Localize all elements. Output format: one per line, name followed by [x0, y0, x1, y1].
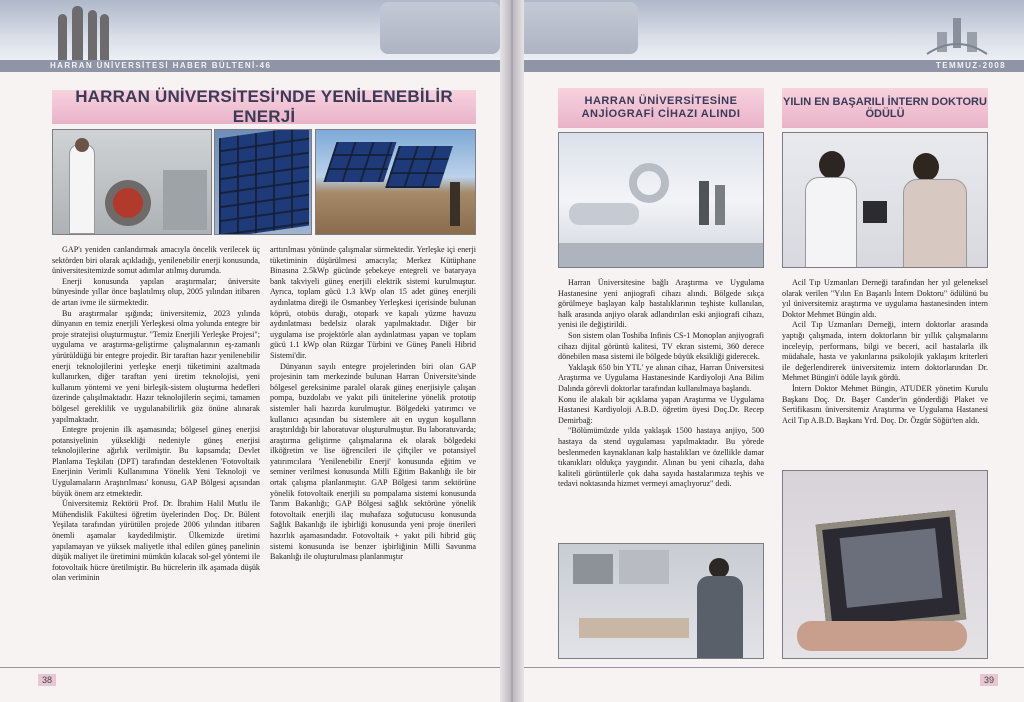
page-number-right: 39: [980, 674, 998, 686]
paragraph: arttırılması yönünde çalışmalar sürmektedir. Yerleşke içi enerji tüketiminin düşürülmesi amacıyla; Merkez Kütüphane Binasına 2.5kWp gücünde şebekeye entegreli ve bataryaya bank takviyeli güneş enerjili elektrik sistemi kurulmuştur. Ayrıca, toplam gücü 1.3 kWp olan 15 adet güneş enerjili aydınlatma direği ile Osmanbey Yerleşkesi içerisinde bulunan köprü, otobüs durağı, otopark ve kapalı yüzme havuzu aydınlatması bedelsiz olarak yapılmaktadır. Diğer bir uygulama ise projektörle alan aydınlatması yapan ve toplam gücü 1.1 kWp olan Rüzgar Türbini ve Güneş Paneli Hibrid Sistemi'dir.: [270, 245, 476, 360]
statue-icon: [100, 14, 109, 66]
angio-article-title: HARRAN ÜNİVERSİTESİNE ANJİOGRAFİ CİHAZI ALINDI: [558, 88, 764, 128]
paragraph: Acil Tıp Uzmanları Derneği, intern doktorlar arasında yaptığı çalışmada, intern doktorların bir yıllık çalışmalarını inceleyip, performans, bilgi ve beceri, acil hastalarla ilk müdahale, hasta ve yakınlarına psikolojik yaklaşım kriterleri ile değerlendirerek üniversitemiz intern doktorlarından Dr. Mehmet Büngin'i ödüle layık gördü.: [782, 320, 988, 383]
photo-award-plaque: [782, 470, 988, 659]
intern-article-title: YILIN EN BAŞARILI İNTERN DOKTORU ÖDÜLÜ: [782, 88, 988, 128]
footer-rule: [524, 667, 1024, 668]
paragraph: İntern Doktor Mehmet Büngin, ATUDER yönetim Kurulu Başkanı Doç. Dr. Başer Cander'in gönderdiği Plaket ve Sertifikasını üniversitemiz Araştırma ve Uygulama Hastanesi Acil Tıp A.B.D. Başkanı Yrd. Doç. Dr. Özgür Söğüt'ten aldı.: [782, 383, 988, 425]
paragraph: Dünyanın sayılı entegre projelerinden biri olan GAP projesinin tam merkezinde bulunan Harran Üniversite'sinde bölgesel gereksinime paralel olarak güneş enerjisiyle çalışan pompa, buzdolabı ve yakıt pili ünitelerine yönelik prototip sistemler hali hazırda kurulmuştur. Bölgedeki yatırımcı ve kullanıcı açısından bu sistemlere ait en uygun koşulların araştırıldığı bir laboratuvar oluşturulmuştur. Bu laboratuvarda; araştırma geliştirme çalışmalarına ek olarak bölgedeki ilköğretim ve lise öğrencileri ile çiftçiler ve potansiyel yatırımcılara 'Yenilenebilir Enerji' konusunda eğitim ve seminer verilmesi konusunda Milli Eğitim Bakanlığı ile bir ortak çalışma planlanmıştır. GAP Bölgesi tarım sektörüne yönelik fotovoltaik enerjili su pompalama sistemi konusunda Tarım Bakanlığı; GAP Bölgesi sağlık sektörüne yönelik fotovoltaik enerjili ilaç muhafaza soğutucusu konusunda Sağlık Bakanlığı ile işbirliği konusunda yeni proje önerileri hazırlık aşamasındadır. Fotovoltaik + yakıt pili hibrid güç sistemi konusunda ise benzer işbirliğinin Milli Savunma Bakanlığı ile oluşturulması planlanmıştır: [270, 361, 476, 562]
photo-award-ceremony: [782, 132, 988, 268]
statue-icon: [88, 10, 97, 62]
energy-text-column-2: [270, 245, 476, 563]
banner-machine-image: [380, 2, 500, 54]
paragraph: Acil Tıp Uzmanları Derneği tarafından her yıl geleneksel olarak verilen "Yılın En Başarılı İntern Doktoru" ödülünü bu yıl üniversitemiz araştırma ve uygulama hastanesinden intern Doktor Mehmet Büngin aldı.: [782, 278, 988, 319]
intern-text: [782, 278, 988, 426]
angio-text: [558, 278, 764, 490]
photo-catheter-procedure: [558, 543, 764, 659]
paragraph: Bu araştırmalar ışığında; üniversitemiz, 2023 yılında dünyanın en temiz enerjili Yerleşkesi olma yolunda entegre bir proje stratejisi oluşturmuştur. "Temiz Enerjili Yerleşke Projesi"; uygulama ve araştırma-geliştirme çalışmalarının eş-zamanlı yürütüldüğü bir entegre projedir. Bir taraftan hazır yenilenebilir enerji teknolojilerini yerleşke enerji tüketimini azaltmada kullanırken, diğer taraftan yeni üretim teknolojisi, yeni kullanım yöntemi ve yeni birleşik-sistem oluşturma hedefleri üzerinde çalışılmaktadır. Hazır teknolojilerin seçimi, tamamen bölgesel gereklilik ve uygulanabilirlik göz önüne alınarak yapılmaktadır.: [52, 308, 260, 424]
energy-text-column-1: [52, 245, 260, 584]
issue-date: TEMMUZ-2008: [935, 61, 1006, 70]
statue-icon: [72, 6, 83, 62]
spine-gutter: [500, 0, 524, 702]
photo-solar-panels-field: [315, 129, 476, 235]
page-number-left: 38: [38, 674, 56, 686]
photo-solar-panel-closeup: [214, 129, 312, 235]
energy-article-title: HARRAN ÜNİVERSİTESİ'NDE YENİLENEBİLİR ENERJİ: [52, 90, 476, 124]
paragraph: Enerji konusunda yapılan araştırmalar; üniversite bünyesinde yıllar önce başlatılmış olup, 2005 yılından itibaren de artan ivme ile sürmektedir.: [52, 276, 260, 307]
banner-machine-image: [518, 2, 638, 54]
statue-icon: [58, 14, 67, 66]
photo-angiography-device: [558, 132, 764, 268]
right-page: [512, 0, 1024, 702]
bulletin-title: HARRAN ÜNİVERSİTESİ HABER BÜLTENİ-46: [50, 61, 272, 70]
paragraph: Son sistem olan Toshiba Infinis CS-1 Monoplan anjiyografi cihazı dijital görüntü kalitesi, TV ekran sistemi, 360 derece dönebilen masa sistemi ile bölgede büyük eksikliği giderecek.: [558, 330, 764, 362]
university-logo-icon: [917, 14, 997, 60]
paragraph: Harran Üniversitesine bağlı Araştırma ve Uygulama Hastanesine yeni anjiografi cihazı alındı. Bölgede sıkça görülmeye başlayan kalp hastalıklarının teşhiste kullanılan, halk arasında anjiyo olarak adlandırılan eski anjiografi cihazı, yenisi ile değiştirildi.: [558, 278, 764, 330]
paragraph: Üniversitemiz Rektörü Prof. Dr. İbrahim Halil Mutlu ile Mühendislik Fakültesi öğretim üyelerinden Doç. Dr. Bülent Yeşilata tarafından yürütülen projede 2006 yılından itibaren önemli aşamalar kaydedilmiştir. Ülkemizde üretimi yapılamayan ve yüksek maliyetle ithal edilen güneş panelinin düşük maliyet ile üretimini mümkün kılacak sol-gel yöntemi ile fotovoltaik hücre üretilmiştir. Bu hücrelerin ilk aşamada düşük olan veriminin: [52, 499, 260, 583]
paragraph: GAP'ı yeniden canlandırmak amacıyla öncelik verilecek üç sektörden biri olarak açıkladığı, yenilenebilir enerji konusunda, üniversitesitemizde somut adımlar atılmış durumda.: [52, 245, 260, 276]
paragraph: Entegre projenin ilk aşamasında; bölgesel güneş enerjisi potansiyelinin yüksekliği nedeniyle güneş enerjisi teknolojilerine ağırlık verilmiştir. Bu kapsamda; Devlet Planlama Teşkilatı (DPT) tarafından desteklenen 'Fotovoltaik Enerjinin Verimli Kullanımına Yönelik Yeni Teknoloji ve Uygulamaların Araştırılması' konusu, GAP Bölgesi açısından büyük önem arz etmektedir.: [52, 425, 260, 498]
paragraph: "Bölümümüzde yılda yaklaşık 1500 hastaya anjiyo, 500 hastaya da stend uygulaması yapılmaktadır. Bu yörede beslenmeden kaynaklanan kalp hastalıkları ve özellikle damar tıkanıkları oldukça yaygındır. Alınan bu yeni cihazla, daha kaliteli görüntülerle çok daha sayıda hastalarımıza teşhis ve tedavi noktasında hizmet vermeyi amaçlıyoruz" dedi.: [558, 426, 764, 489]
footer-rule: [0, 667, 500, 668]
paragraph: Konu ile alakalı bir açıklama yapan Araştırma ve Uygulama Hastanesi Kardiyoloji A.B.D. öğretim üyesi Doç.Dr. Recep Demirbağ:: [558, 394, 764, 425]
photo-professor-with-machine: [52, 129, 212, 235]
paragraph: Yaklaşık 650 bin YTL' ye alınan cihaz, Harran Üniversitesi Araştırma ve Uygulama Hastanesinde Kardiyoloji Ana Bilim Dalında görevli doktorlar tarafından kullanılmaya başlandı.: [558, 362, 764, 393]
